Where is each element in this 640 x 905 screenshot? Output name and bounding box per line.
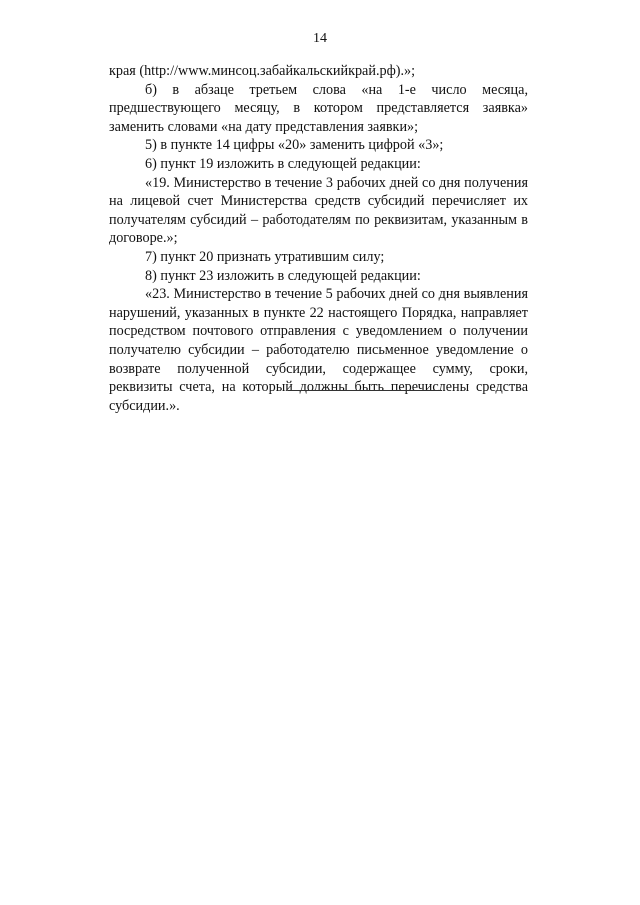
paragraph-item-6: 6) пункт 19 изложить в следующей редакции: xyxy=(145,155,421,172)
paragraph-continuation: края (http://www.минсоц.забайкальскийкрай.рф).»; xyxy=(109,63,416,79)
document-body xyxy=(109,62,528,415)
paragraph-item-7: 7) пункт 20 признать утратившим силу; xyxy=(145,248,385,265)
paragraph-item-5: 5) в пункте 14 цифры «20» заменить цифрой «3»; xyxy=(145,137,444,154)
page-number: 14 xyxy=(313,31,327,46)
end-of-document-rule xyxy=(288,390,442,391)
paragraph-point-23-text: «23. Министерство в течение 5 рабочих дней со дня выявления нарушений, указанных в пункте 22 настоящего Порядка, направляет посредством почтового отправления с уведомлением о получении получателю субсидии – работодателю письменное уведомление о возврате полученной субсидии, содержащее сумму, сроки, реквизиты счета, на который должны быть перечислены средства субсидии.». xyxy=(109,286,528,414)
paragraph-item-8: 8) пункт 23 изложить в следующей редакции: xyxy=(145,267,421,284)
paragraph-point-19-text: «19. Министерство в течение 3 рабочих дней со дня получения на лицевой счет Министерства средств субсидий перечисляет их получателям субсидий – работодателям по реквизитам, указанным в договоре.»; xyxy=(109,174,528,247)
paragraph-subitem-b: б) в абзаце третьем слова «на 1-е число месяца, предшествующего месяцу, в котором представляется заявка» заменить словами «на дату представления заявки»; xyxy=(109,81,528,135)
